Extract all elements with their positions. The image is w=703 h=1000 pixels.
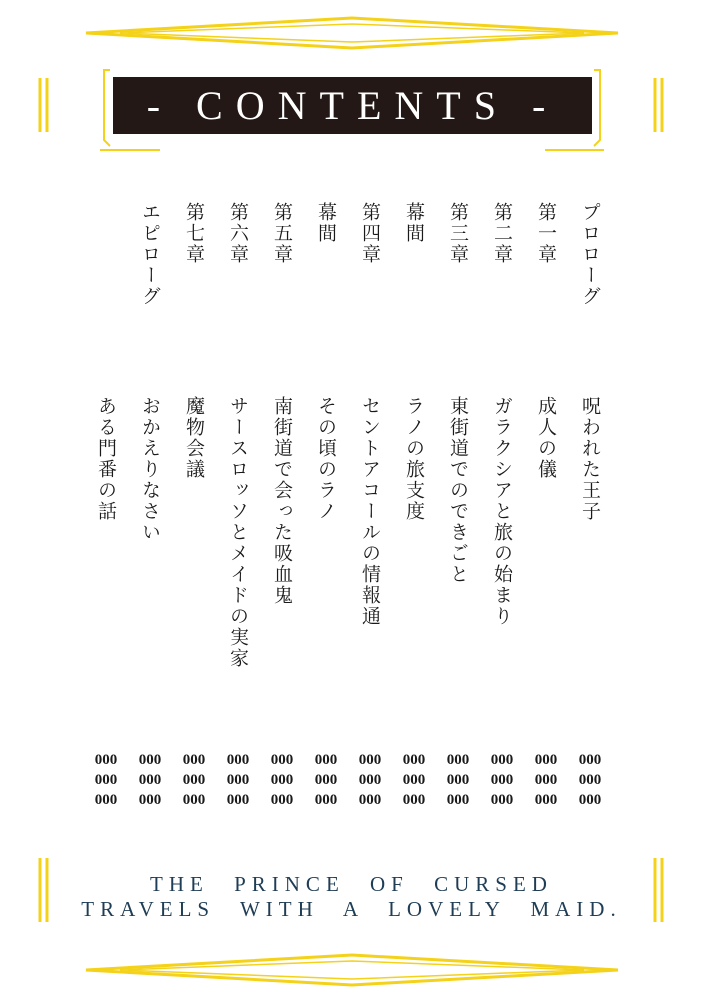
toc-chapter-label: 第三章 (447, 202, 469, 265)
header-frame-left (104, 70, 110, 146)
toc-page-number: 000 000 000 (226, 752, 250, 808)
toc-chapter-title: ある門番の話 (95, 396, 117, 522)
toc-chapter-title: ラノの旅支度 (403, 396, 425, 522)
toc-page-number: 000 000 000 (314, 752, 338, 808)
toc-chapter-title: その頃のラノ (315, 396, 337, 522)
toc-entry[interactable] (135, 202, 165, 822)
toc-chapter-label: 第七章 (183, 202, 205, 265)
contents-title: - CONTENTS - (146, 83, 559, 128)
toc-entry[interactable] (91, 202, 121, 822)
toc-entry[interactable] (531, 202, 561, 822)
toc-chapter-label: 第四章 (359, 202, 381, 265)
top-diamond-ornament (86, 18, 618, 48)
contents-header (113, 77, 592, 134)
header-frame-right (594, 70, 600, 146)
toc-chapter-title: 東街道でのできごと (447, 396, 469, 585)
toc-chapter-title: 魔物会議 (183, 396, 205, 480)
toc-entry[interactable] (223, 202, 253, 822)
toc-chapter-title: 南街道で会った吸血鬼 (271, 396, 293, 606)
toc-page-number: 000 000 000 (446, 752, 470, 808)
toc-chapter-title: 成人の儀 (535, 396, 557, 480)
toc-page-number: 000 000 000 (358, 752, 382, 808)
toc-chapter-label: エピローグ (139, 202, 161, 307)
toc-chapter-label: 第六章 (227, 202, 249, 265)
toc-page-number: 000 000 000 (138, 752, 162, 808)
toc-page-number: 000 000 000 (578, 752, 602, 808)
toc-chapter-label: 幕間 (315, 202, 337, 244)
toc-chapter-title: おかえりなさい (139, 396, 161, 543)
toc-entry[interactable] (311, 202, 341, 822)
toc-chapter-label: 第二章 (491, 202, 513, 265)
toc-chapter-label: 第五章 (271, 202, 293, 265)
toc-page-number: 000 000 000 (270, 752, 294, 808)
side-bars-top-right (655, 78, 662, 132)
side-bars-top-left (40, 78, 47, 132)
toc-chapter-label: 幕間 (403, 202, 425, 244)
toc-page-number: 000 000 000 (490, 752, 514, 808)
bottom-diamond-ornament (86, 955, 618, 985)
toc-page-number: 000 000 000 (94, 752, 118, 808)
toc-chapter-label: 第一章 (535, 202, 557, 265)
toc-entry[interactable] (267, 202, 297, 822)
toc-entry[interactable] (575, 202, 605, 822)
footer-tagline-line1: THE PRINCE OF CURSED (150, 872, 553, 896)
toc-chapter-title: サースロッソとメイドの実家 (227, 396, 249, 669)
toc-chapter-title: セントアコールの情報通 (359, 396, 381, 627)
toc-entry[interactable] (487, 202, 517, 822)
toc-page-number: 000 000 000 (402, 752, 426, 808)
toc-entry[interactable] (399, 202, 429, 822)
toc-entry[interactable] (179, 202, 209, 822)
footer-tagline-line2: TRAVELS WITH A LOVELY MAID. (81, 897, 622, 921)
toc-page-number: 000 000 000 (182, 752, 206, 808)
toc-entry[interactable] (443, 202, 473, 822)
toc-entry[interactable] (355, 202, 385, 822)
toc-chapter-title: 呪われた王子 (579, 396, 601, 522)
toc-page-number: 000 000 000 (534, 752, 558, 808)
toc-chapter-label: プロローグ (579, 202, 601, 307)
toc-chapter-title: ガラクシアと旅の始まり (491, 396, 513, 627)
